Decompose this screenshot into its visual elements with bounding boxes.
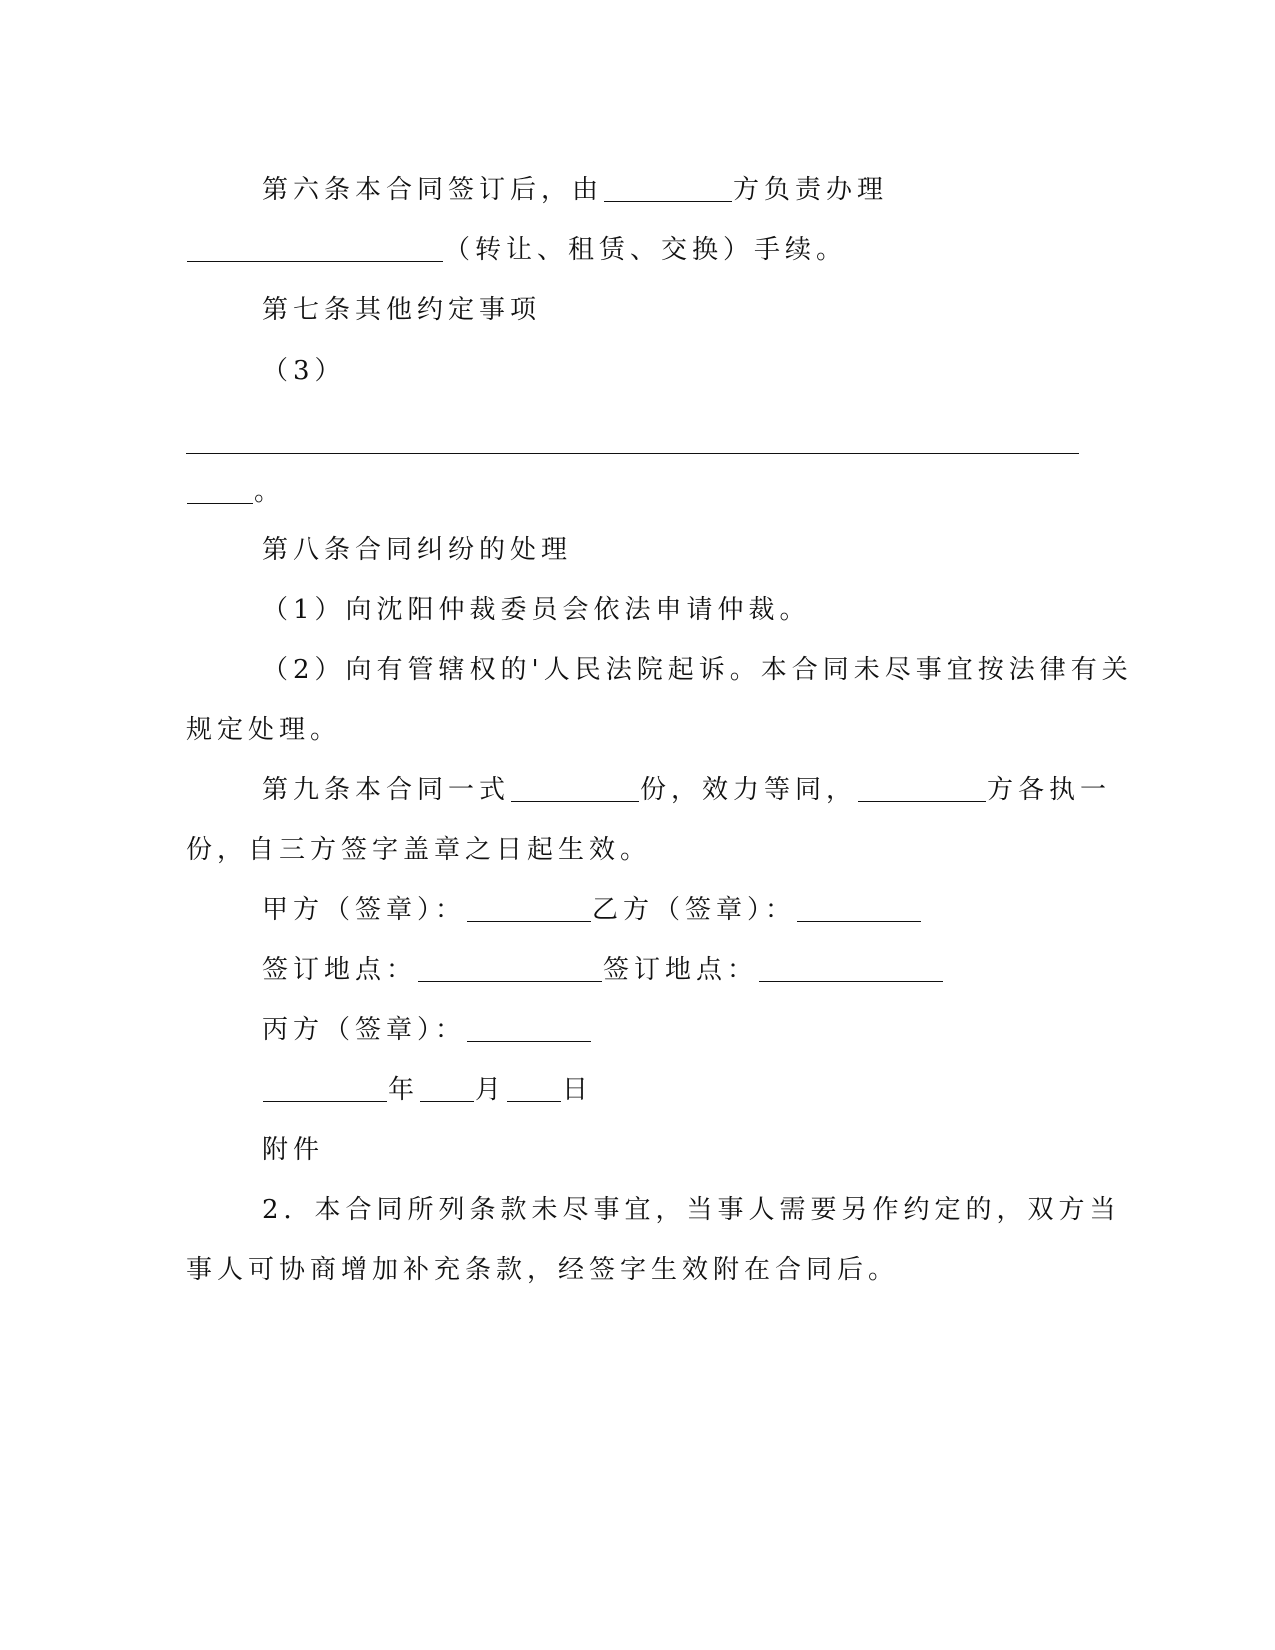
- blank-party-c-signature: [467, 1017, 591, 1042]
- clause8-heading: 第八条合同纠纷的处理: [262, 535, 573, 565]
- blank-responsible-party: [604, 177, 732, 202]
- clause6-line1: [262, 170, 888, 210]
- clause6-text-b: 方负责办理: [733, 175, 889, 205]
- blank-other-terms-line: [186, 453, 1079, 454]
- place-label-2: 签订地点：: [603, 955, 759, 985]
- signature-row-place: [262, 950, 944, 990]
- clause9-text-b: 份，效力等同，: [640, 775, 858, 805]
- party-b-label: 乙方（签章）：: [592, 895, 797, 925]
- party-a-label: 甲方（签章）：: [262, 895, 467, 925]
- blank-place-1: [418, 957, 602, 982]
- clause6-text-a: 第六条本合同签订后，由: [262, 175, 604, 205]
- clause9-line2: 份，自三方签字盖章之日起生效。: [186, 835, 652, 865]
- appendix-item2-line2: 事人可协商增加补充条款，经签字生效附在合同后。: [186, 1255, 900, 1285]
- blank-year: [263, 1077, 387, 1102]
- appendix-item2-line1: 2．本合同所列条款未尽事宜，当事人需要另作约定的，双方当: [262, 1195, 1121, 1225]
- appendix-heading: 附件: [262, 1135, 325, 1165]
- clause8-item2-line2: 规定处理。: [186, 715, 342, 745]
- clause7-heading: 第七条其他约定事项: [262, 295, 542, 325]
- blank-month: [420, 1077, 474, 1102]
- signature-row-ab: [262, 890, 922, 930]
- clause7-end: [186, 472, 285, 512]
- signature-row-c: [262, 1010, 592, 1050]
- clause8-item2-line1: （2）向有管辖权的'人民法院起诉。本合同未尽事宜按法律有关: [262, 655, 1133, 685]
- clause9-line1: [262, 770, 1111, 810]
- blank-party-a-signature: [467, 897, 591, 922]
- blank-party: [858, 777, 986, 802]
- party-c-label: 丙方（签章）：: [262, 1015, 467, 1045]
- blank-day: [507, 1077, 561, 1102]
- clause7-item3: （3）: [262, 356, 346, 386]
- clause9-text-a: 第九条本合同一式: [262, 775, 511, 805]
- clause7-end-mark: 。: [254, 477, 286, 507]
- blank-transaction-type: [187, 237, 443, 262]
- blank-place-2: [759, 957, 943, 982]
- place-label-1: 签订地点：: [262, 955, 418, 985]
- date-row: [262, 1070, 593, 1110]
- blank-party-b-signature: [797, 897, 921, 922]
- clause9-text-c: 方各执一: [987, 775, 1112, 805]
- day-label: 日: [562, 1075, 594, 1105]
- year-label: 年: [388, 1075, 420, 1105]
- blank-copy-count: [511, 777, 639, 802]
- clause6-text-c: （转让、租赁、交换）手续。: [444, 235, 848, 265]
- clause8-item1: （1）向沈阳仲裁委员会依法申请仲裁。: [262, 595, 811, 625]
- blank-other-terms-end: [187, 479, 253, 504]
- month-label: 月: [475, 1075, 507, 1105]
- clause6-line2: [186, 230, 847, 270]
